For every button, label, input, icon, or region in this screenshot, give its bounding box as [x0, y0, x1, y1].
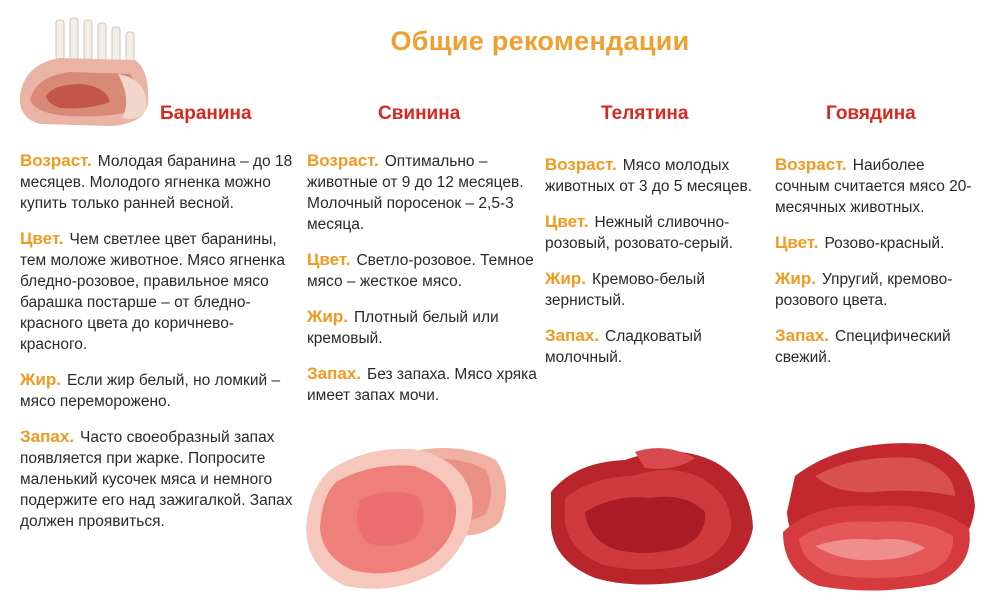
entry-text: Часто своеобразный запах появляется при жарке. Попросите маленький кусочек мяса и немного подержите его над зажигалкой. Запах должен проявиться. — [20, 429, 293, 530]
entry-label: Цвет. — [307, 250, 351, 269]
entry-label: Возраст. — [545, 155, 617, 174]
entry-label: Жир. — [20, 370, 61, 389]
column-beef — [775, 154, 980, 382]
entry-label: Жир. — [545, 269, 586, 288]
page-title: Общие рекомендации — [390, 26, 690, 56]
column-title-lamb: Баранина — [160, 103, 252, 124]
entry-age — [545, 154, 757, 197]
column-title-pork: Свинина — [378, 103, 461, 124]
entry-smell — [20, 426, 296, 532]
entry-fat — [20, 369, 296, 412]
lamb-rack-image — [10, 14, 160, 134]
entry-label: Цвет. — [545, 212, 589, 231]
veal-image — [545, 432, 757, 592]
entry-color — [307, 249, 539, 292]
entry-text: Упругий, кремово-розового цвета. — [775, 271, 953, 309]
entry-text: Чем светлее цвет баранины, тем моложе животное. Мясо ягненка бледно-розовое, правильное мясо барашка постарше – от бледно-красного цвета до коричнево-красного. — [20, 231, 285, 353]
entry-color — [775, 232, 980, 254]
entry-smell — [775, 325, 980, 368]
beef-image — [775, 436, 980, 596]
entry-text: Без запаха. Мясо хряка имеет запах мочи. — [307, 366, 537, 404]
entry-fat — [775, 268, 980, 311]
column-lamb — [20, 150, 296, 546]
entry-text: Мясо молодых животных от 3 до 5 месяцев. — [545, 157, 753, 195]
column-veal — [545, 154, 757, 382]
entry-label: Жир. — [307, 307, 348, 326]
entry-label: Возраст. — [20, 151, 92, 170]
column-title-veal: Телятина — [601, 103, 689, 124]
entry-text: Кремово-белый зернистый. — [545, 271, 705, 309]
entry-label: Цвет. — [20, 229, 64, 248]
entry-smell — [307, 363, 539, 406]
entry-text: Молодая баранина – до 18 месяцев. Молодого ягненка можно купить только ранней весной. — [20, 153, 293, 212]
entry-text: Если жир белый, но ломкий – мясо переморожено. — [20, 372, 281, 410]
entry-smell — [545, 325, 757, 368]
entry-color — [545, 211, 757, 254]
entry-text: Оптимально – животные от 9 до 12 месяцев. Молочный поросенок – 2,5-3 месяца. — [307, 153, 524, 233]
entry-label: Запах. — [20, 427, 75, 446]
entry-color — [20, 228, 296, 355]
entry-fat — [545, 268, 757, 311]
entry-text: Розово-красный. — [824, 235, 945, 252]
entry-label: Возраст. — [307, 151, 379, 170]
entry-text: Сладковатый молочный. — [545, 328, 702, 366]
entry-text: Специфический свежий. — [775, 328, 951, 366]
entry-text: Светло-розовое. Темное мясо – жесткое мясо. — [307, 252, 534, 290]
column-pork — [307, 150, 539, 420]
entry-label: Запах. — [307, 364, 362, 383]
entry-text: Нежный сливочно-розовый, розовато-серый. — [545, 214, 734, 252]
entry-label: Запах. — [775, 326, 830, 345]
entry-text: Плотный белый или кремовый. — [307, 309, 499, 347]
entry-age — [775, 154, 980, 218]
entry-age — [20, 150, 296, 214]
entry-text: Наиболее сочным считается мясо 20-месячных животных. — [775, 157, 972, 216]
pork-chops-image — [300, 430, 515, 598]
entry-label: Возраст. — [775, 155, 847, 174]
entry-label: Цвет. — [775, 233, 819, 252]
column-title-beef: Говядина — [826, 103, 916, 124]
entry-label: Жир. — [775, 269, 816, 288]
entry-fat — [307, 306, 539, 349]
entry-age — [307, 150, 539, 235]
entry-label: Запах. — [545, 326, 600, 345]
